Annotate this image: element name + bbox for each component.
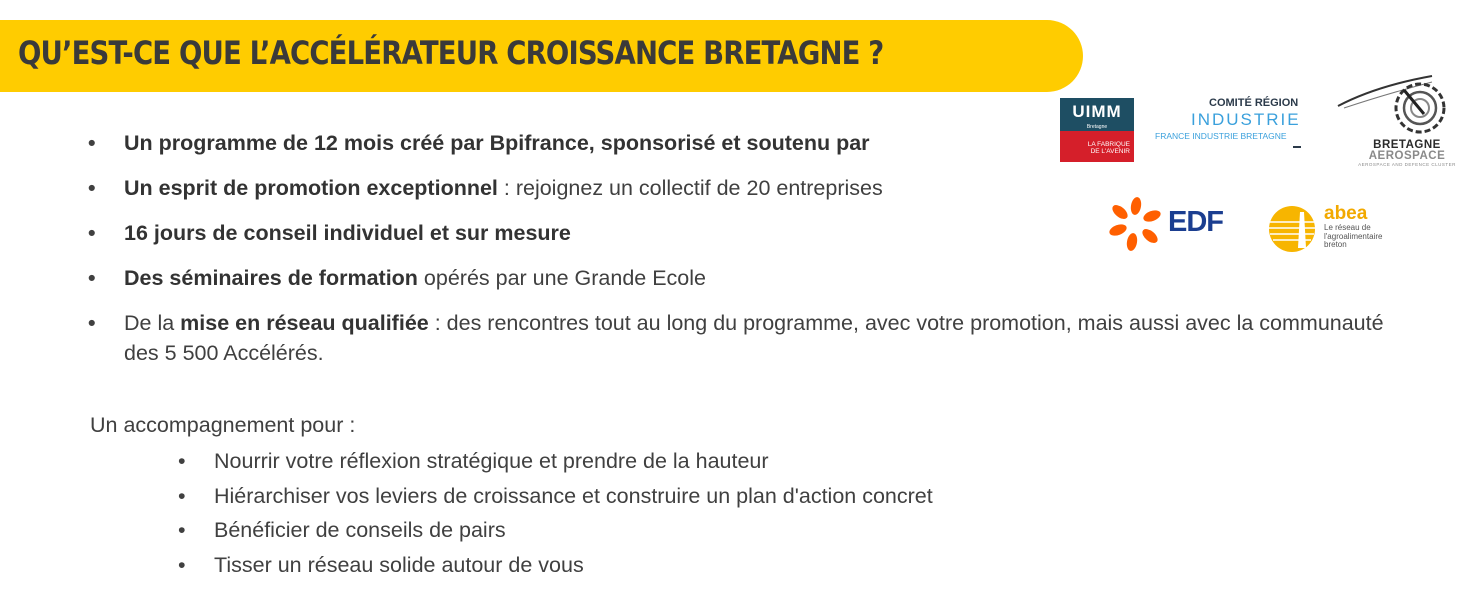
bretagne-aerospace-logo: BRETAGNE AEROSPACE AEROSPACE AND DEFENCE CLUSTER <box>1336 74 1458 174</box>
sub-bullet-list <box>178 446 933 584</box>
comite-region-industrie-logo: COMITÉ RÉGION INDUSTRIE FRANCE INDUSTRIE BRETAGNE <box>1155 96 1307 156</box>
bullet: • <box>88 221 96 245</box>
list-item: • 16 jours de conseil individuel et sur mesure <box>88 218 1408 248</box>
list-item: • Tisser un réseau solide autour de vous <box>178 550 933 580</box>
bullet: • <box>178 518 186 542</box>
main-bullet-list <box>88 128 1408 383</box>
bullet: • <box>88 131 96 155</box>
list-item: • Un programme de 12 mois créé par Bpifrance, sponsorisé et soutenu par <box>88 128 1408 158</box>
bullet: • <box>88 176 96 200</box>
list-item: • Hiérarchiser vos leviers de croissance et construire un plan d'action concret <box>178 481 933 511</box>
bullet: • <box>178 483 186 508</box>
uimm-logo-top: UIMM Bretagne <box>1060 98 1134 131</box>
list-item: • Nourrir votre réflexion stratégique et prendre de la hauteur <box>178 446 933 476</box>
list-item: • Un esprit de promotion exceptionnel : rejoignez un collectif de 20 entreprises <box>88 173 1408 203</box>
sub-intro: Un accompagnement pour : <box>90 413 356 437</box>
abea-logo: abea Le réseau de l'agroalimentaire breton <box>1266 204 1396 254</box>
uimm-logo-bottom: LA FABRIQUE DE L'AVENIR <box>1060 131 1134 162</box>
abea-emblem-icon <box>1266 204 1320 254</box>
title-banner <box>0 20 1083 92</box>
list-item: • Bénéficier de conseils de pairs <box>178 515 933 545</box>
aerospace-emblem-icon <box>1336 74 1458 144</box>
uimm-logo <box>1060 98 1134 162</box>
bullet: • <box>88 266 96 290</box>
edf-flower-icon <box>1106 196 1166 252</box>
page-title: QU’EST-CE QUE L’ACCÉLÉRATEUR CROISSANCE BRETAGNE ? <box>18 34 884 72</box>
list-item: • De la mise en réseau qualifiée : des rencontres tout au long du programme, avec votre promotion, mais aussi avec la communauté des 5 500 Accélérés. <box>88 308 1408 368</box>
divider <box>1293 146 1301 148</box>
bullet: • <box>178 552 186 577</box>
bullet: • <box>178 449 186 473</box>
edf-logo: EDF <box>1106 196 1230 252</box>
bullet: • <box>88 311 96 335</box>
list-item: • Des séminaires de formation opérés par une Grande Ecole <box>88 263 1408 293</box>
